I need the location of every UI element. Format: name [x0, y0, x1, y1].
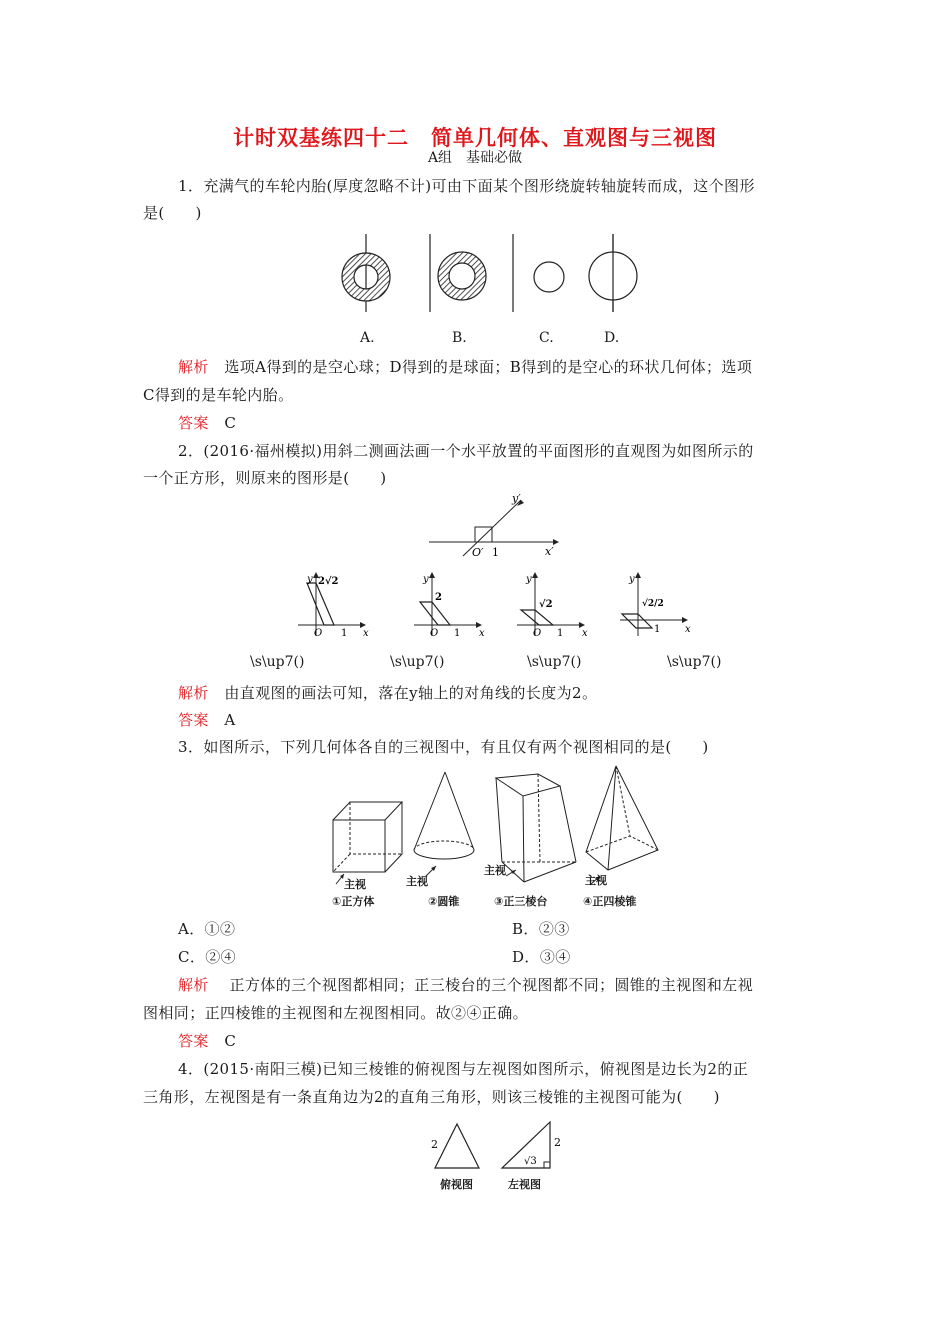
frustum-shape [496, 774, 576, 882]
q2-answer-value: A [224, 711, 236, 729]
q3-analysis-text: 正方体的三个视图都相同；正三棱台的三个视图都不同；圆锥的主视图和左视 [229, 976, 754, 994]
q3-answer-tag: 答案 [178, 1032, 209, 1050]
q3-solids-figure [328, 762, 668, 912]
q3-answer [178, 1030, 236, 1051]
q4-left-caption: 左视图 [508, 1178, 541, 1191]
q1-option-a-shape [342, 234, 390, 312]
page-title: 计时双基练四十二 简单几何体、直观图与三视图 [233, 125, 717, 150]
q4-top-side: 2 [431, 1138, 438, 1151]
q1-answer-value: C [224, 414, 237, 432]
q2-answer-tag: 答案 [178, 711, 209, 729]
q2-a-o: O [314, 628, 323, 639]
q3-choice-d: D．③④ [512, 948, 571, 966]
q4-top-caption: 俯视图 [440, 1178, 473, 1191]
q4-left-base: √3 [524, 1156, 537, 1167]
q1-analysis-text: 选项A得到的是空心球；D得到的是球面；B得到的是空心的环状几何体；选项 [224, 358, 753, 376]
q1-stem-line1: 1．充满气的车轮内胎(厚度忽略不计)可由下面某个图形绕旋转轴旋转而成，这个图形 [178, 177, 755, 195]
q1-option-c-label: C. [539, 330, 554, 346]
q2-option-a-caption: \s\up7() [250, 654, 305, 670]
q2-d-label: √2/2 [642, 599, 664, 609]
q2-a-y: y [307, 574, 313, 585]
q2-c-o: O [533, 628, 542, 639]
q2-option-c-figure [515, 570, 595, 640]
q2-b-x: x [479, 628, 485, 639]
q2-option-a-figure [296, 570, 376, 640]
q3-answer-value: C [224, 1032, 237, 1050]
pyramid-shape [586, 766, 658, 885]
q2-c-y: y [526, 574, 532, 585]
q4-stem-line1: 4．(2015·南阳三模)已知三棱锥的俯视图与左视图如图所示，俯视图是边长为2的正 [178, 1060, 749, 1078]
q2-option-c-caption: \s\up7() [527, 654, 582, 670]
q2-d-tick: 1 [654, 624, 661, 635]
q2-d-x: x [685, 624, 691, 635]
q3-solid4-name: ④正四棱锥 [583, 895, 637, 908]
q2-c-label: √2 [539, 599, 553, 610]
q4-left-height: 2 [554, 1136, 561, 1149]
q4-stem-line2: 三角形，左视图是有一条直角边为2的直角三角形，则该三棱锥的主视图可能为( ) [143, 1088, 720, 1106]
q3-solid4-view: 主视 [585, 874, 607, 887]
q1-option-b-shape [430, 234, 486, 312]
q2-analysis [178, 682, 597, 703]
q2-answer [178, 709, 236, 730]
q2-b-o: O [430, 628, 439, 639]
q2-stem-line1: 2．(2016·福州模拟)用斜二测画法画一个水平放置的平面图形的直观图为如图所示的 [178, 442, 754, 460]
q1-option-b-label: B. [452, 330, 467, 346]
q1-answer [178, 412, 236, 433]
q3-analysis-line1 [178, 974, 753, 995]
q3-analysis-tag: 解析 [178, 976, 209, 994]
q3-solid3-name: ③正三棱台 [494, 895, 548, 908]
q2-c-x: x [582, 628, 588, 639]
q3-solid2-view: 主视 [406, 875, 428, 888]
q2-b-y: y [423, 574, 429, 585]
q2-b-label: 2 [435, 592, 442, 603]
q3-choice-c: C．②④ [178, 948, 237, 966]
group-heading: A组 基础必做 [427, 150, 523, 166]
q3-solid3-view: 主视 [484, 864, 506, 877]
q4-views-figure [420, 1118, 570, 1178]
q1-option-d-label: D. [604, 330, 620, 346]
q2-stem-line2: 一个正方形，则原来的图形是( ) [143, 469, 387, 487]
q2-analysis-tag: 解析 [178, 684, 209, 702]
q1-answer-tag: 答案 [178, 414, 209, 432]
q1-option-c-shape [513, 234, 564, 312]
q3-choice-a: A．①② [178, 920, 236, 938]
q2-option-b-caption: \s\up7() [390, 654, 445, 670]
q2-option-b-figure [412, 570, 492, 640]
cube-shape [333, 802, 402, 884]
q2-top-y-label: y′ [512, 492, 521, 505]
q2-intuitive-figure [425, 492, 575, 562]
q2-option-d-figure [618, 570, 698, 640]
q3-solid1-name: ①正方体 [332, 895, 375, 908]
q2-top-origin-label: O′ [472, 546, 484, 559]
q2-a-tick: 1 [341, 628, 348, 639]
q3-analysis-line2: 图相同；正四棱锥的主视图和左视图相同。故②④正确。 [143, 1004, 529, 1022]
q3-solid2-name: ②圆锥 [428, 895, 460, 908]
q2-a-x: x [363, 628, 369, 639]
q3-solid1-view: 主视 [344, 878, 366, 891]
q2-top-x-label: x′ [545, 545, 554, 558]
q1-option-d-shape [589, 234, 637, 312]
q1-analysis-line2: C得到的是车轮内胎。 [143, 386, 294, 404]
q2-d-y: y [629, 574, 635, 585]
q2-a-label: 2√2 [318, 576, 339, 587]
q1-analysis-tag: 解析 [178, 358, 209, 376]
q1-figure [330, 232, 650, 352]
q2-analysis-text: 由直观图的画法可知，落在y轴上的对角线的长度为2。 [224, 684, 598, 702]
q1-stem-line2: 是( ) [143, 204, 202, 222]
q1-analysis-line1 [178, 356, 752, 377]
q1-option-a-label: A. [360, 330, 375, 346]
q2-b-tick: 1 [454, 628, 461, 639]
q2-option-d-caption: \s\up7() [667, 654, 722, 670]
q3-choice-b: B．②③ [512, 920, 570, 938]
q3-stem: 3．如图所示，下列几何体各自的三视图中，有且仅有两个视图相同的是( ) [178, 738, 709, 756]
q2-top-tick-label: 1 [492, 546, 499, 559]
q2-c-tick: 1 [557, 628, 564, 639]
cone-shape [414, 772, 474, 876]
